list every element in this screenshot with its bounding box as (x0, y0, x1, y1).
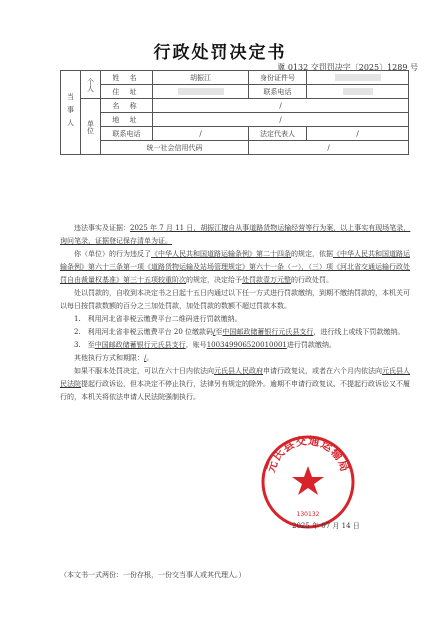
name-label: 姓 名 (101, 71, 153, 85)
unit-address-value: / (153, 113, 409, 127)
payment-method-1: 1. 利用河北省非税云缴费平台二维码进行罚款缴纳。 (74, 315, 242, 323)
legal-rep-label: 法定代表人 (249, 127, 307, 141)
id-value-redacted (307, 71, 409, 85)
payment-instructions: 处以罚款的，自收到本决定书之日起十五日内通过以下任一方式进行罚款缴纳，到期不缴纳罚款的，本机关可以每日按罚款数额的百分之三加处罚款，加处罚款的数额不超过罚款本数。 (60, 289, 410, 310)
credit-code-label: 统一社会信用代码 (101, 141, 249, 155)
credit-code-value: / (249, 141, 409, 155)
individual-label: 个人 (81, 71, 101, 99)
footer-note: （本文书一式两份：一份存根，一份交当事人或其代理人。） (60, 571, 246, 579)
party-label: 当事人 (61, 71, 81, 155)
legal-basis: 你（单位）的行为违反了《中华人民共和国道路运输条例》第二十四条的规定，依据《中华人民共和国道路运输条例》第六十三条第一项《道路货物运输及站场管理规定》第六十一条（一），（三）项《河北省交通运输行政处罚自由裁量权基准》第三十五项较重阶次的规定，决定给予处罚款壹万元整的行政处罚。 (60, 250, 410, 284)
party-info-table (60, 70, 409, 155)
phone-value-redacted (307, 85, 409, 99)
legal-rep-value: / (307, 127, 409, 141)
payment-method-other: 其他执行方式和期限：/。 (74, 354, 154, 362)
phone-label: 联系电话 (249, 85, 307, 99)
payment-method-2: 2. 利用河北省非税云缴费平台 20 位缴款码/至中国邮政储蓄银行元氏县支行，进行线上或线下罚款缴纳。 (74, 328, 405, 336)
unit-phone-value: / (153, 127, 249, 141)
decision-body (60, 222, 412, 404)
name-value: 胡振江 (153, 71, 249, 85)
unit-name-label: 名 称 (101, 99, 153, 113)
address-label: 住 址 (101, 85, 153, 99)
address-value-redacted (153, 85, 249, 99)
document-title: 行政处罚决定书 (153, 43, 287, 63)
official-seal (258, 432, 358, 532)
appeal-notice: 如果不服本处罚决定，可以在六十日内依法向元氏县人民政府申请行政复议，或者在六个月内依法向元氏县人民法院提起行政诉讼，但本决定不停止执行，法律另有规定的除外。逾期不申请行政复议、不提起行政诉讼又不履行的，本机关将依法申请人民法院强制执行。 (60, 367, 410, 401)
unit-address-label: 地 址 (101, 113, 153, 127)
unit-label: 单位 (81, 99, 101, 155)
payment-method-3: 3. 至中国邮政储蓄银行元氏县支行，账号100349906520010001进行罚款缴纳。 (74, 341, 336, 349)
id-label: 身份证件号 (249, 71, 307, 85)
seal-number: 130132 (296, 511, 320, 518)
seal-text: 元氏县交通运输局 (264, 434, 352, 475)
seal-star-icon (292, 466, 324, 495)
unit-name-value: / (153, 99, 409, 113)
violation-facts: 违法事实及证据：2025 年 7 月 11 日，胡振江擅自从事道路货物运输经营等行为案，以上事实有现场笔录，询问笔录，证据登记保存清单为证。 (60, 224, 411, 245)
unit-phone-label: 联系电话 (101, 127, 153, 141)
issue-date: 2025 年 07 月 14 日 (292, 522, 360, 530)
document-number: 冀 0132 交罚罚决字〔2025〕1289 号 (277, 63, 418, 72)
